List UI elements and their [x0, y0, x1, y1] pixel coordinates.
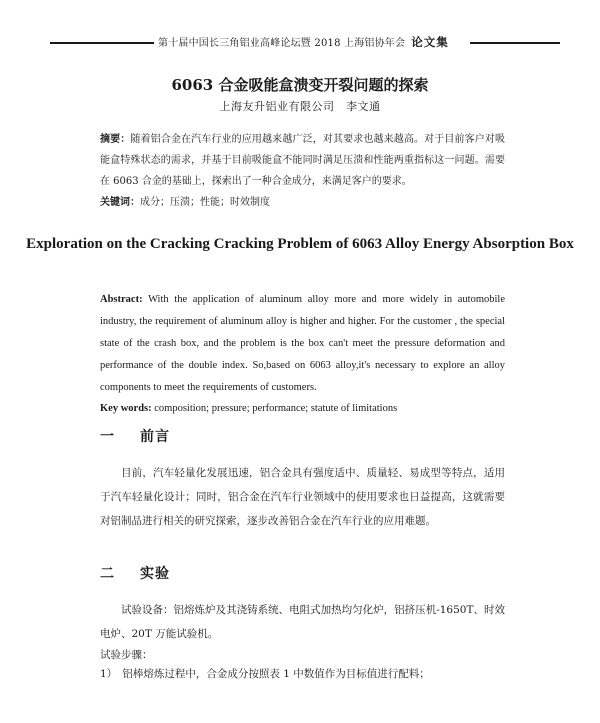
cn-keywords-label: 关键词： — [100, 197, 140, 208]
cn-keywords — [100, 192, 505, 213]
en-keywords — [100, 398, 505, 420]
introduction-paragraph: 目前，汽车轻量化发展迅速，铝合金具有强度适中、质量轻、易成型等特点，适用于汽车轻量化设计；同时，铝合金在汽车行业领域中的使用要求也日益提高，这就需要对铝制品进行相关的研究探索，逐步改善铝合金在汽车行业的应用难题。 — [100, 467, 505, 527]
header-rule-right — [470, 42, 560, 44]
header-rule-left — [50, 42, 154, 44]
cn-abstract-label: 摘要： — [100, 134, 131, 145]
en-abstract — [100, 289, 505, 399]
section-title: 前言 — [140, 429, 170, 445]
running-header — [50, 34, 560, 50]
cn-abstract-text: 随着铝合金在汽车行业的应用越来越广泛，对其要求也越来越高。对于目前客户对吸能盒特殊状态的需求，并基于目前吸能盒不能同时满足压溃和性能两重指标这一问题。需要在 6063 合金的基础上，探索出了一种合金成分，来满足客户的要求。 — [100, 134, 506, 187]
authors: 上海友升铝业有限公司 李文通 — [219, 100, 381, 113]
step-item: 1） 铝棒熔炼过程中，合金成分按照表 1 中数值作为目标值进行配料； — [100, 668, 430, 680]
section-number: 一 — [100, 429, 115, 445]
conference-name: 第十届中国长三角铝业高峰论坛暨 2018 上海铝协年会 — [158, 38, 406, 49]
cn-abstract — [100, 129, 505, 192]
en-abstract-text: With the application of aluminum alloy more and more widely in automobile industry, the requirement of aluminum alloy is higher and higher. For the customer , the special state of the crash box, and the problem is the box can't meet the pressure deformation and performance of the double index. So,based on 6063 alloy,it's necessary to explore an alloy components to meet the requirements of customers. — [100, 294, 506, 393]
equipment-paragraph: 试验设备：铝熔炼炉及其浇铸系统、电阻式加热均匀化炉，铝挤压机-1650T、时效电炉、20T 万能试验机。 — [100, 604, 505, 640]
en-title: Exploration on the Cracking Cracking Problem of 6063 Alloy Energy Absorption Box — [26, 236, 574, 252]
section-number: 二 — [100, 566, 115, 582]
section-title: 实验 — [140, 566, 170, 582]
en-keywords-text: composition; pressure; performance; statute of limitations — [154, 403, 398, 414]
section-heading-introduction — [100, 426, 170, 446]
en-keywords-label: Key words: — [100, 403, 152, 414]
running-header-text — [158, 34, 449, 52]
en-abstract-label: Abstract: — [100, 294, 143, 305]
cn-title: 6063 合金吸能盒溃变开裂问题的探索 — [171, 76, 429, 94]
cn-keywords-text: 成分；压溃；性能；时效制度 — [140, 197, 270, 208]
steps-label: 试验步骤： — [100, 649, 153, 661]
proceedings-tag: 论文集 — [411, 35, 449, 49]
section-heading-experiment — [100, 563, 170, 583]
